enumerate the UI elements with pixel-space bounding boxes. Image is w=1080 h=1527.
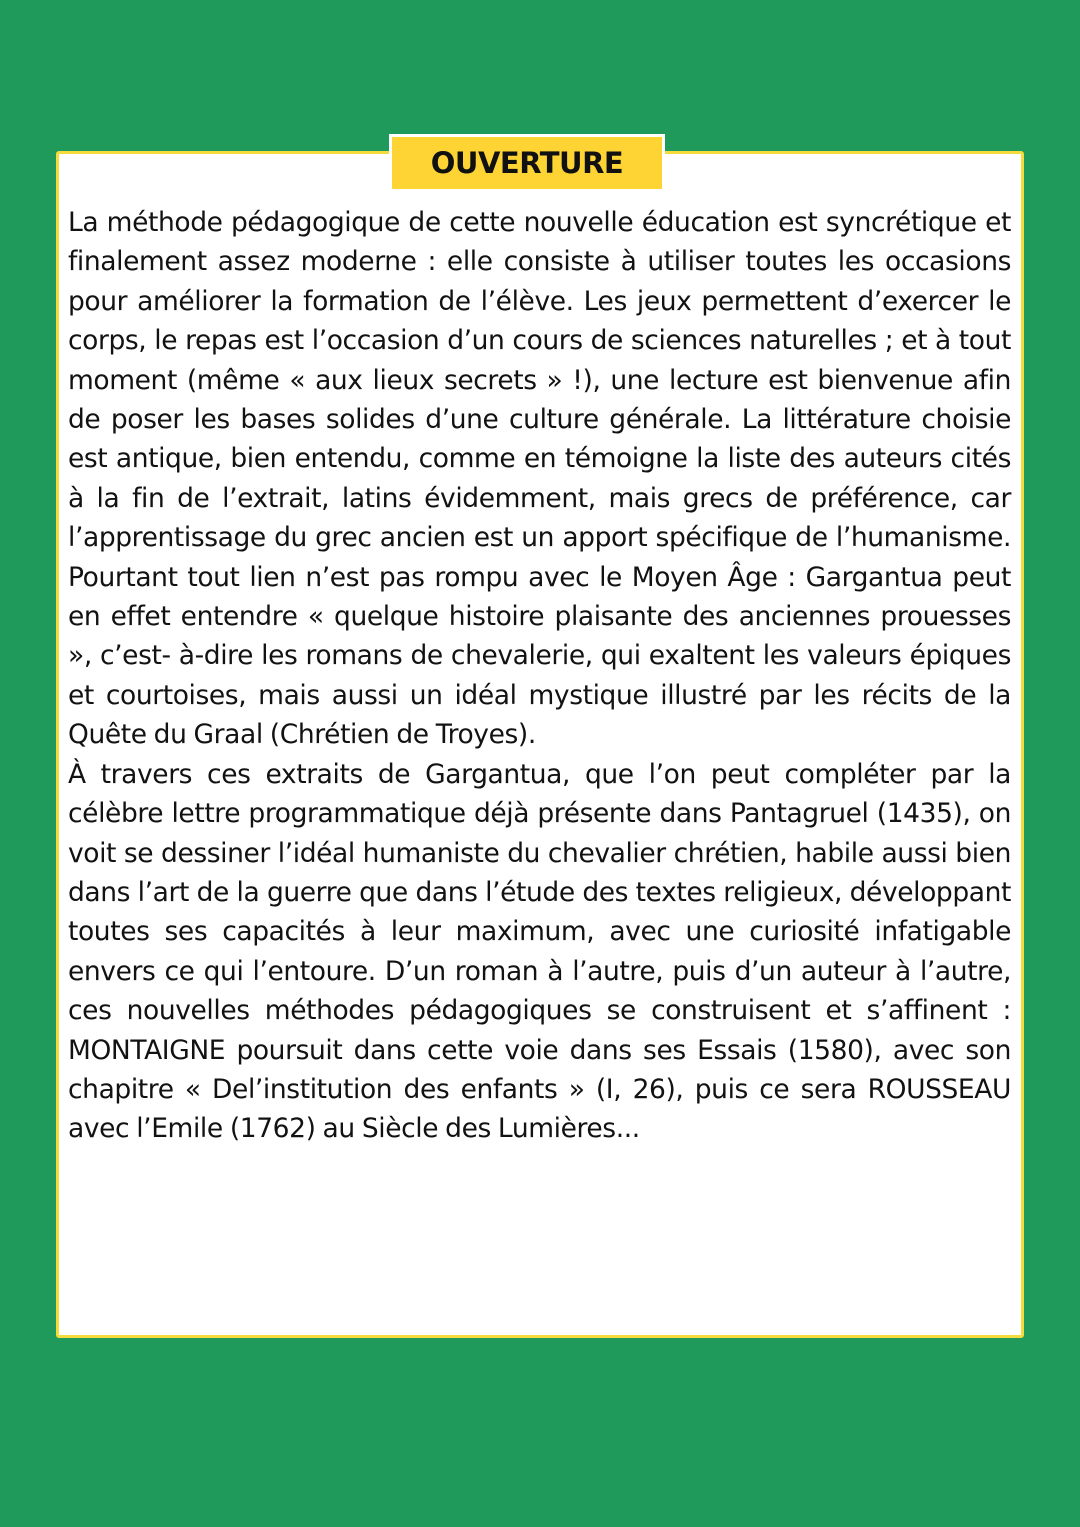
body-text [68, 203, 1011, 1149]
section-heading: OUVERTURE [389, 134, 665, 192]
paragraph: La méthode pédagogique de cette nouvelle éducation est syncrétique et finalement assez moderne : elle consiste à utiliser toutes les occasions pour améliorer la formation de l’élève. Les jeux permettent d’exercer le corps, le repas est l’occasion d’un cours de sciences naturelles ; et à tout moment (même « aux lieux secrets » !), une lecture est bienvenue afin de poser les bases solides d’une culture générale. La littérature choisie est antique, bien entendu, comme en témoigne la liste des auteurs cités à la fin de l’extrait, latins évidemment, mais grecs de préférence, car l’apprentissage du grec ancien est un apport spécifique de l’humanisme. Pourtant tout lien n’est pas rompu avec le Moyen Âge : Gargantua peut en effet entendre « quelque histoire plaisante des anciennes prouesses », c’est- à-dire les romans de chevalerie, qui exaltent les valeurs épiques et courtoises, mais aussi un idéal mystique illustré par les récits de la Quête du Graal (Chrétien de Troyes). [68, 207, 1011, 751]
paragraph: À travers ces extraits de Gargantua, que l’on peut compléter par la célèbre lettre programmatique déjà présente dans Pantagruel (1435), on voit se dessiner l’idéal humaniste du chevalier chrétien, habile aussi bien dans l’art de la guerre que dans l’étude des textes religieux, développant toutes ses capacités à leur maximum, avec une curiosité infatigable envers ce qui l’entoure. D’un roman à l’autre, puis d’un auteur à l’autre, ces nouvelles méthodes pédagogiques se construisent et s’affinent : MONTAIGNE poursuit dans cette voie dans ses Essais (1580), avec son chapitre « Del’institution des enfants » (I, 26), puis ce sera ROUSSEAU avec l’Emile (1762) au Siècle des Lumières... [68, 758, 1011, 1145]
